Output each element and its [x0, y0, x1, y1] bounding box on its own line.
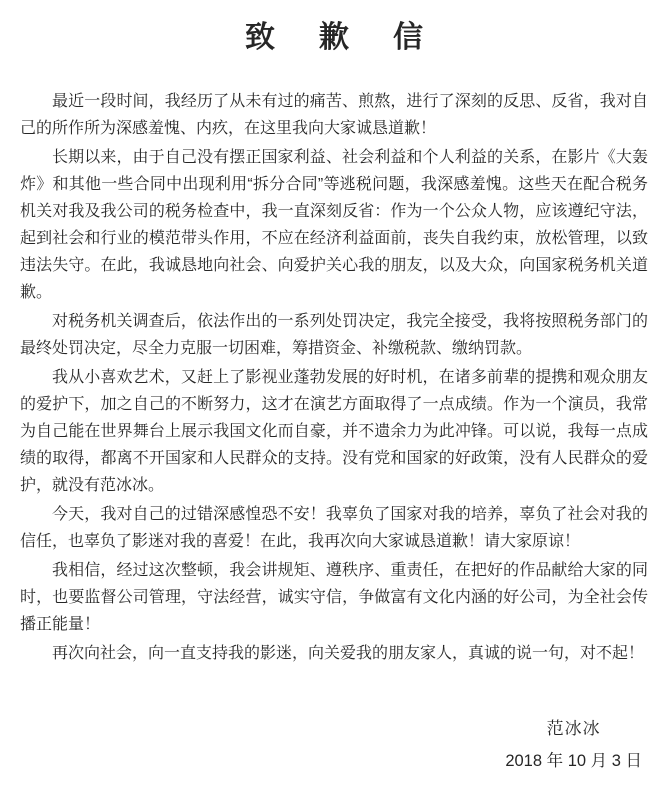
letter-paragraph-4: 我从小喜欢艺术，又赶上了影视业蓬勃发展的好时机，在诸多前辈的提携和观众朋友的爱护下，加之自己的不断努力，这才在演艺方面取得了一点成绩。作为一个演员，我常为自己能在世界舞台上展示我国文化而自豪，并不遗余力为此冲锋。可以说，我每一点成绩的取得，都离不开国家和人民群众的支持。没有党和国家的好政策，没有人民群众的爱护，就没有范冰冰。: [20, 369, 648, 494]
letter-paragraph-5: 今天，我对自己的过错深感惶恐不安！我辜负了国家对我的培养，辜负了社会对我的信任，也辜负了影迷对我的喜爱！在此，我再次向大家诚恳道歉！请大家原谅！: [20, 506, 648, 550]
letter-paragraph-3: 对税务机关调查后，依法作出的一系列处罚决定，我完全接受，我将按照税务部门的最终处罚决定，尽全力克服一切困难，筹措资金、补缴税款、缴纳罚款。: [20, 313, 648, 357]
letter-paragraph-6: 我相信，经过这次整顿，我会讲规矩、遵秩序、重责任，在把好的作品献给大家的同时，也要监督公司管理，守法经营，诚实守信，争做富有文化内涵的好公司，为全社会传播正能量！: [20, 562, 648, 633]
signature-name: 范冰冰: [546, 719, 601, 738]
letter-body: [20, 88, 648, 667]
signature-inner: [505, 714, 642, 778]
letter-paragraph-2: 长期以来，由于自己没有摆正国家利益、社会利益和个人利益的关系，在影片《大轰炸》和其他一些合同中出现利用“拆分合同”等逃税问题，我深感羞愧。这些天在配合税务机关对我及我公司的税务检查中，我一直深刻反省：作为一个公众人物，应该遵纪守法，起到社会和行业的模范带头作用，不应在经济利益面前，丧失自我约束，放松管理，以致违法失守。在此，我诚恳地向社会、向爱护关心我的朋友，以及大众，向国家税务机关道歉。: [20, 149, 648, 301]
letter-title: 致 歉 信: [245, 21, 430, 54]
signature-date: 2018 年 10 月 3 日: [505, 752, 642, 770]
letter-paragraph-1: 最近一段时间，我经历了从未有过的痛苦、煎熬，进行了深刻的反思、反省，我对自己的所作所为深感羞愧、内疚，在这里我向大家诚恳道歉！: [20, 93, 648, 137]
signature-block: [505, 714, 642, 778]
letter-paragraph-7: 再次向社会，向一直支持我的影迷，向关爱我的朋友家人，真诚的说一句，对不起！: [52, 645, 645, 662]
